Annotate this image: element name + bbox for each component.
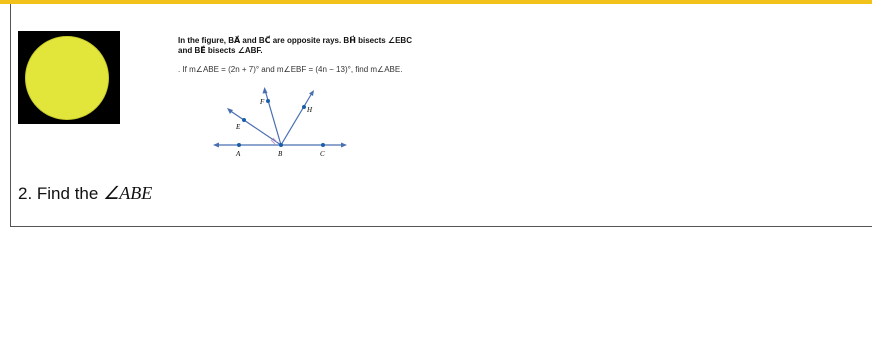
geometry-figure xyxy=(205,82,355,177)
yellow-circle-icon xyxy=(18,31,120,124)
question-math: ∠ABE xyxy=(103,183,153,203)
label-a: A xyxy=(236,150,241,158)
circle-shape xyxy=(25,36,109,120)
ray-bh xyxy=(281,93,312,145)
label-f: F xyxy=(260,98,265,106)
point-h xyxy=(302,105,306,109)
point-a xyxy=(237,143,241,147)
label-b: B xyxy=(278,150,283,158)
problem-line-1: In the figure, BA⃗ and BC⃗ are opposite rays. BH⃗ bisects ∠EBC xyxy=(178,36,412,45)
arrowhead-right xyxy=(341,143,347,148)
label-h: H xyxy=(307,106,313,114)
arrowhead-e xyxy=(227,108,233,114)
point-f xyxy=(266,99,270,103)
point-e xyxy=(242,118,246,122)
problem-line-2: and BE⃗ bisects ∠ABF. xyxy=(178,46,263,55)
point-b xyxy=(279,143,283,147)
question-text xyxy=(18,183,152,204)
label-c: C xyxy=(320,150,325,158)
question-prefix: 2. Find the xyxy=(18,184,104,203)
ray-bf xyxy=(265,90,281,145)
arrowhead-h xyxy=(309,90,314,96)
point-c xyxy=(321,143,325,147)
problem-line-3: . If m∠ABE = (2n + 7)° and m∠EBF = (4n − 13)°, find m∠ABE. xyxy=(178,65,403,74)
label-e: E xyxy=(236,123,241,131)
arrowhead-f xyxy=(263,87,268,94)
arrowhead-left xyxy=(213,143,219,148)
